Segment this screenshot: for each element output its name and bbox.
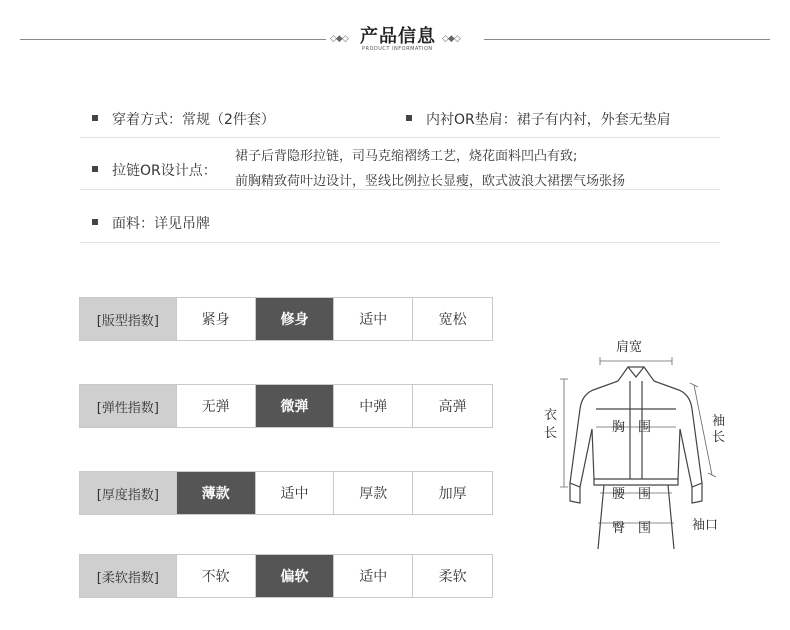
hip-label: 臀 围: [612, 521, 652, 536]
elasticity-index-row: [79, 384, 493, 428]
thickness-option: 厚款: [334, 472, 413, 514]
fabric-info: 面料：详见吊牌: [112, 216, 210, 232]
zipper-detail-line-2: 前胸精致荷叶边设计，竖线比例拉长显瘦，欧式波浪大裙摆气场张扬: [235, 174, 626, 189]
zipper-label: 拉链OR设计点：: [112, 163, 217, 179]
section-subtitle: PRODUCT INFORMATION: [362, 46, 433, 52]
lining-info: 内衬OR垫肩：裙子有内衬，外套无垫肩: [426, 112, 671, 128]
fit-option: 适中: [334, 298, 413, 340]
chest-label: 胸 围: [612, 420, 652, 435]
fit-index-row: [79, 297, 493, 341]
thickness-option-selected: 薄款: [177, 472, 256, 514]
measurement-diagram: [536, 333, 736, 555]
length-label-bottom: 长: [544, 426, 558, 441]
cuff-label: 袖口: [692, 518, 719, 533]
fit-index-label: [版型指数]: [80, 298, 177, 340]
wear-method: 穿着方式：常规（2件套）: [112, 112, 275, 128]
fit-option: 宽松: [438, 312, 467, 328]
bullet-square-icon: [92, 219, 98, 225]
bullet-square-icon: [92, 166, 98, 172]
sleeve-label-bottom: 长: [712, 430, 726, 445]
thickness-option: 适中: [256, 472, 335, 514]
softness-option-selected: 偏软: [256, 555, 335, 597]
diamond-ornament-right-icon: ◇◆◇: [442, 34, 460, 44]
softness-option: 不软: [177, 555, 256, 597]
elasticity-option: 中弹: [334, 385, 413, 427]
fit-option-selected: 修身: [256, 298, 335, 340]
thickness-index-label: [厚度指数]: [80, 472, 177, 514]
elasticity-index-label: [弹性指数]: [80, 385, 177, 427]
elasticity-option-selected: 微弹: [256, 385, 335, 427]
fit-option: 紧身: [177, 298, 256, 340]
bullet-square-icon: [92, 115, 98, 121]
zipper-detail-line-1: 裙子后背隐形拉链，司马克缩褶绣工艺，烧花面料凹凸有致;: [235, 149, 578, 164]
diamond-ornament-left-icon: ◇◆◇: [330, 34, 348, 44]
header-line-left: [20, 39, 326, 40]
length-label-top: 衣: [544, 408, 558, 423]
elasticity-option: 无弹: [177, 385, 256, 427]
softness-index-row: [79, 554, 493, 598]
softness-option: 柔软: [438, 569, 467, 585]
bullet-square-icon: [406, 115, 412, 121]
thickness-index-row: [79, 471, 493, 515]
divider: [80, 242, 720, 243]
softness-index-label: [柔软指数]: [80, 555, 177, 597]
softness-option: 适中: [334, 555, 413, 597]
elasticity-option: 高弹: [438, 399, 467, 415]
thickness-option: 加厚: [438, 486, 467, 502]
header-line-right: [484, 39, 770, 40]
divider: [80, 137, 720, 138]
sleeve-label-top: 袖: [712, 414, 726, 429]
section-title: 产品信息: [360, 26, 436, 47]
waist-label: 腰 围: [612, 487, 652, 502]
divider: [80, 189, 720, 190]
shoulder-width-label: 肩宽: [616, 340, 643, 355]
